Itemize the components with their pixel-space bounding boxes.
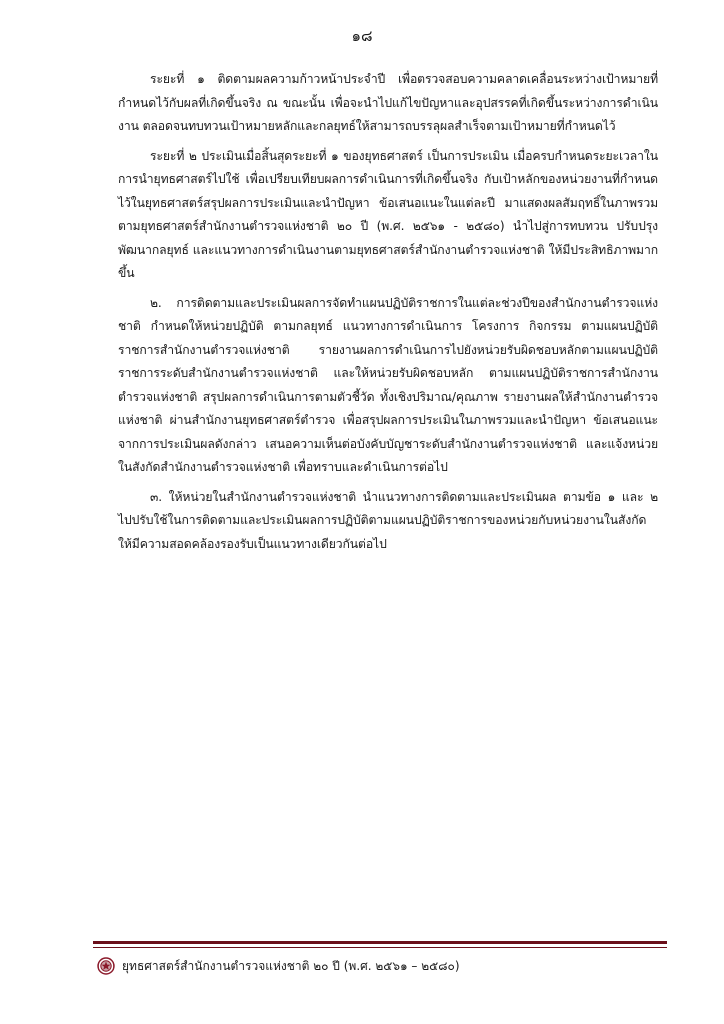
document-body — [118, 68, 658, 562]
paragraph-phase-2: ระยะที่ ๒ ประเมินเมื่อสิ้นสุดระยะที่ ๑ ของยุทธศาสตร์ เป็นการประเมิน เมื่อครบกำหนดระยะเวลาในการนำยุทธศาสตร์ไปใช้ เพื่อเปรียบเทียบผลการดำเนินการที่เกิดขึ้นจริง กับเป้าหลักของหน่วยงานที่กำหนดไว้ในยุทธศาสตร์สรุปผลการประเมินและนำปัญหา ข้อเสนอแนะในแต่ละปี มาแสดงผลสัมฤทธิ์ในภาพรวมตามยุทธศาสตร์สำนักงานตำรวจแห่งชาติ ๒๐ ปี (พ.ศ. ๒๕๖๑ - ๒๕๘๐) นำไปสู่การทบทวน ปรับปรุง พัฒนากลยุทธ์ และแนวทางการดำเนินงานตามยุทธศาสตร์สำนักงานตำรวจแห่งชาติ ให้มีประสิทธิภาพมากขึ้น — [118, 148, 658, 280]
footer-rule-thick — [93, 941, 667, 944]
paragraph-item-2: ๒. การติดตามและประเมินผลการจัดทำแผนปฏิบัติราชการในแต่ละช่วงปีของสำนักงานตำรวจแห่งชาติ กำหนดให้หน่วยปฏิบัติ ตามกลยุทธ์ แนวทางการดำเนินการ โครงการ กิจกรรม ตามแผนปฏิบัติราชการสำนักงานตำรวจแห่งชาติ รายงานผลการดำเนินการไปยังหน่วยรับผิดชอบหลักตามแผนปฏิบัติราชการระดับสำนักงานตำรวจแห่งชาติ และให้หน่วยรับผิดชอบหลัก ตามแผนปฏิบัติราชการสำนักงานตำรวจแห่งชาติ สรุปผลการดำเนินการตามตัวชี้วัด ทั้งเชิงปริมาณ/คุณภาพ รายงานผลให้สำนักงานตำรวจแห่งชาติ ผ่านสำนักงานยุทธศาสตร์ตำรวจ เพื่อสรุปผลการประเมินในภาพรวมและนำปัญหา ข้อเสนอแนะจากการประเมินผลดังกล่าว เสนอความเห็นต่อบังคับบัญชาระดับสำนักงานตำรวจแห่งชาติ และแจ้งหน่วยในสังกัดสำนักงานตำรวจแห่งชาติ เพื่อทราบและดำเนินการต่อไป — [118, 295, 658, 474]
footer-text: ยุทธศาสตร์สำนักงานตำรวจแห่งชาติ ๒๐ ปี (พ.ศ. ๒๕๖๑ – ๒๕๘๐) — [122, 958, 460, 973]
paragraph-phase-1: ระยะที่ ๑ ติดตามผลความก้าวหน้าประจำปี เพื่อตรวจสอบความคลาดเคลื่อนระหว่างเป้าหมายที่กำหนดไว้กับผลที่เกิดขึ้นจริง ณ ขณะนั้น เพื่อจะนำไปแก้ไขปัญหาและอุปสรรคที่เกิดขึ้นระหว่างการดำเนินงาน ตลอดจนทบทวนเป้าหมายหลักและกลยุทธ์ให้สามารถบรรลุผลสำเร็จตามเป้าหมายที่กำหนดไว้ — [118, 72, 658, 133]
police-emblem-icon — [96, 956, 116, 976]
footer-rule-thin — [93, 947, 667, 948]
page-number: ๑๘ — [351, 27, 373, 45]
footer — [96, 956, 460, 976]
paragraph-item-3: ๓. ให้หน่วยในสำนักงานตำรวจแห่งชาติ นำแนวทางการติดตามและประเมินผล ตามข้อ ๑ และ ๒ ไปปรับใช้ในการติดตามและประเมินผลการปฏิบัติตามแผนปฏิบัติราชการของหน่วยกับหน่วยงานในสังกัดให้มีความสอดคล้องรองรับเป็นแนวทางเดียวกันต่อไป — [118, 489, 658, 551]
